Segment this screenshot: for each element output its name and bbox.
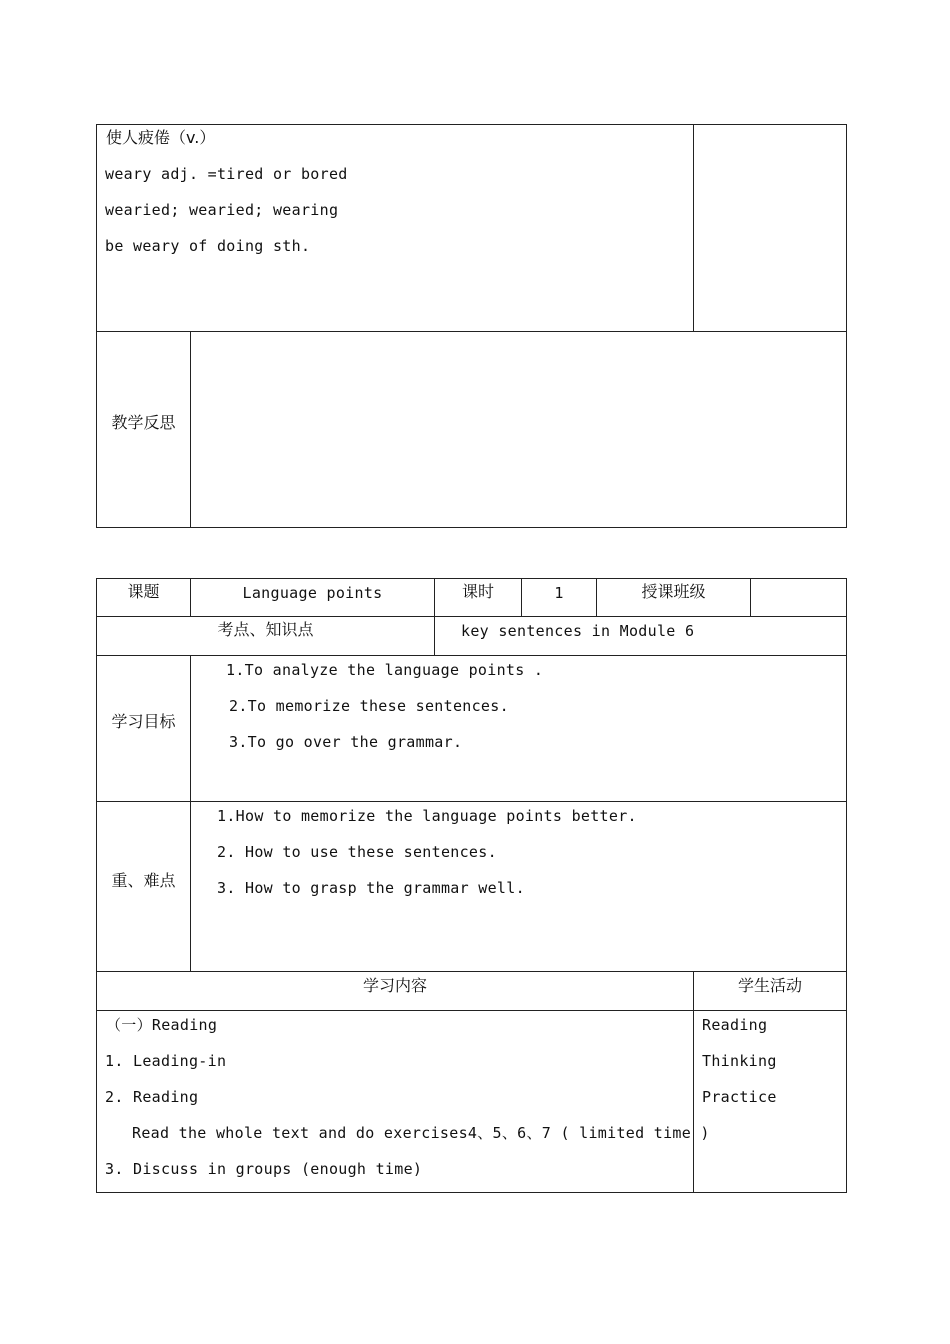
knowledge-point-label: 考点、知识点 xyxy=(217,620,314,639)
row-divider-objectives xyxy=(96,801,847,802)
difficulty-item: 1.How to memorize the language points better. xyxy=(217,807,637,825)
knowledge-point-value: key sentences in Module 6 xyxy=(461,622,695,640)
topic-label: 课题 xyxy=(127,582,160,601)
period-value: 1 xyxy=(554,584,564,602)
difficulty-item: 3. How to grasp the grammar well. xyxy=(217,879,525,897)
label-col-divider xyxy=(190,655,191,971)
row-divider-difficulties xyxy=(96,971,847,972)
reflection-label-divider xyxy=(190,331,191,528)
vocab-line-forms: wearied; wearied; wearing xyxy=(105,201,339,219)
vocab-line-adj: weary adj. =tired or bored xyxy=(105,165,348,183)
row-divider-content-header xyxy=(96,1010,847,1011)
period-label: 课时 xyxy=(461,582,494,601)
vocab-line-chinese: 使人疲倦（v.） xyxy=(106,128,216,147)
content-line: 2. Reading xyxy=(105,1088,199,1106)
header-col-5 xyxy=(750,578,751,616)
topic-value: Language points xyxy=(242,584,383,602)
content-header: 学习内容 xyxy=(362,976,427,995)
activity-item: Thinking xyxy=(702,1052,777,1070)
vocab-table-row-divider xyxy=(96,331,847,332)
objective-item: 3.To go over the grammar. xyxy=(229,733,463,751)
content-line: 3. Discuss in groups (enough time) xyxy=(105,1160,423,1178)
difficulties-label: 重、难点 xyxy=(111,871,176,890)
vocab-table-divider xyxy=(693,124,694,332)
activity-header: 学生活动 xyxy=(737,976,802,995)
activity-item: Practice xyxy=(702,1088,777,1106)
vocab-line-phrase: be weary of doing sth. xyxy=(105,237,311,255)
class-label: 授课班级 xyxy=(641,582,706,601)
activity-col-divider xyxy=(693,971,694,1193)
reflection-label: 教学反思 xyxy=(111,413,176,432)
activity-item: Reading xyxy=(702,1016,768,1034)
objective-item: 2.To memorize these sentences. xyxy=(229,697,509,715)
content-line: 1. Leading-in xyxy=(105,1052,227,1070)
objective-item: 1.To analyze the language points . xyxy=(226,661,544,679)
content-line-section: （一）Reading xyxy=(106,1016,218,1034)
vocab-table xyxy=(96,124,847,528)
difficulty-item: 2. How to use these sentences. xyxy=(217,843,497,861)
row-divider-header xyxy=(96,616,847,617)
objectives-label: 学习目标 xyxy=(111,712,176,731)
content-line: Read the whole text and do exercises4、5、6、7 ( limited time ) xyxy=(104,1124,710,1142)
row-divider-kp xyxy=(96,655,847,656)
